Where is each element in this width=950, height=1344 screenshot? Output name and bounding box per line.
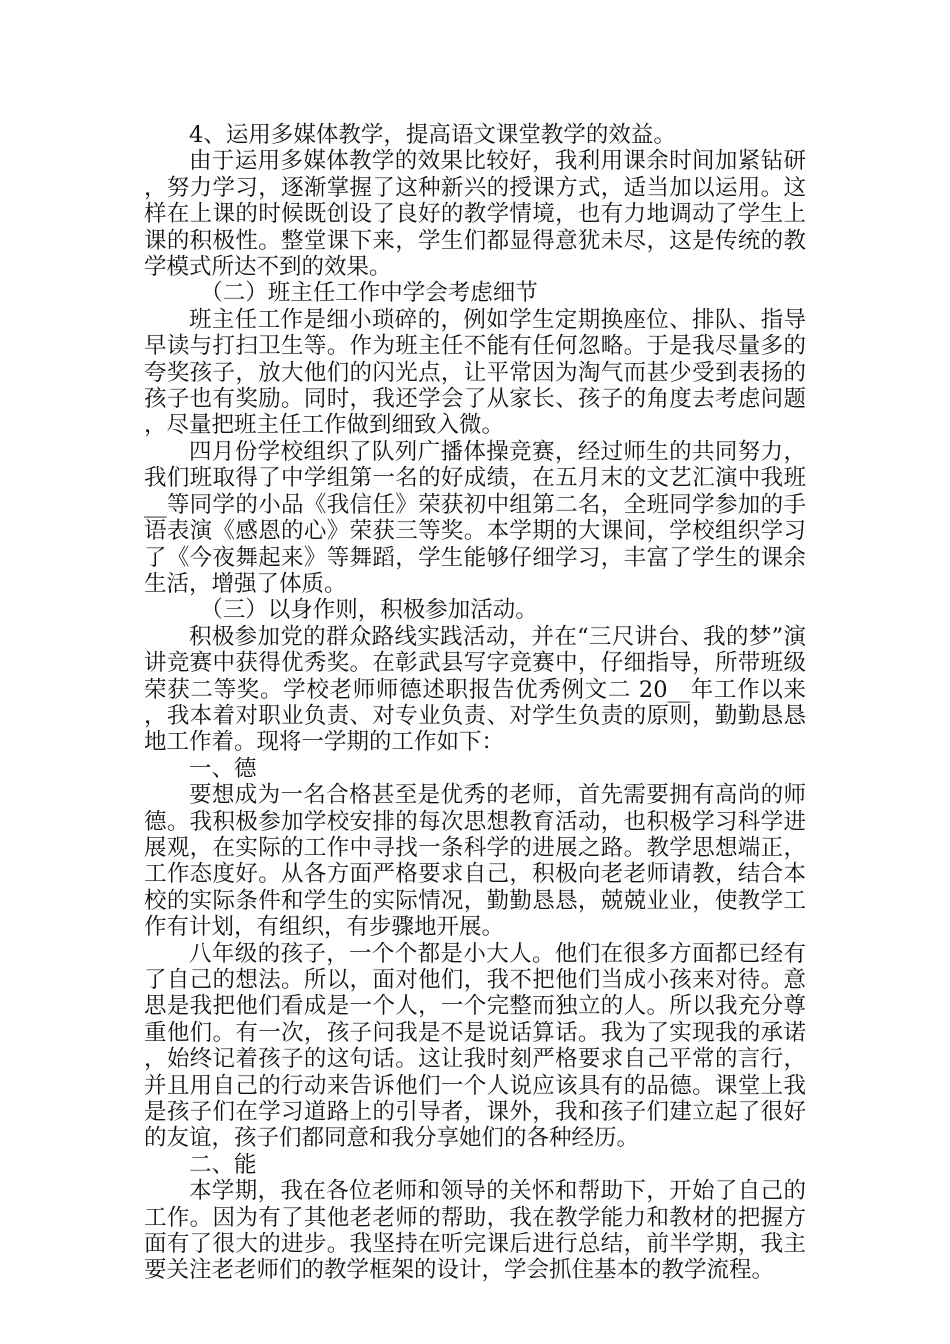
paragraph-ability: 本学期，我在各位老师和领导的关怀和帮助下，开始了自己的工作。因为有了其他老老师的帮助，我在教学能力和教材的把握方面有了很大的进步。我坚持在听完课后进行总结，前半学期，我主要关注老老师们的教学框架的设计，学会抓住基本的教学流程。 [144, 1178, 806, 1284]
section-heading-virtue: 一、德 [189, 755, 257, 782]
paragraph-grade-eight: 八年级的孩子，一个个都是小大人。他们在很多方面都已经有了自己的想法。所以，面对他们，我不把他们当成小孩来对待。意思是我把他们看成是一个人，一个完整而独立的人。所以我充分尊重他们。有一次，孩子问我是不是说话算话。我为了实现我的承诺，始终记着孩子的这句话。这让我时刻严格要求自己平常的言行，并且用自己的行动来告诉他们一个人说应该具有的品德。课堂上我是孩子们在学习道路上的引导者，课外，我和孩子们建立起了很好的友谊，孩子们都同意和我分享她们的各种经历。 [144, 940, 806, 1152]
section-heading-ability: 二、能 [189, 1151, 257, 1178]
paragraph-april-competition: 四月份学校组织了队列广播体操竞赛，经过师生的共同努力，我们班取得了中学组第一名的好成绩，在五月末的文艺汇演中我班__等同学的小品《我信任》荣获初中组第二名，全班同学参加的手语表演《感恩的心》荣获三等奖。本学期的大课间，学校组织学习了《今夜舞起来》等舞蹈，学生能够仔细学习，丰富了学生的课余生活，增强了体质。 [144, 438, 806, 597]
paragraph-virtue: 要想成为一名合格甚至是优秀的老师，首先需要拥有高尚的师德。我积极参加学校安排的每次思想教育活动，也积极学习科学进展观，在实际的工作中寻找一条科学的进展之路。教学思想端正，工作态度好。从各方面严格要求自己，积极向老老师请教，结合本校的实际条件和学生的实际情况，勤勤恳恳，兢兢业业，使教学工作有计划，有组织，有步骤地开展。 [144, 782, 806, 941]
paragraph-multimedia-title: 4、运用多媒体教学，提高语文课堂教学的效益。 [189, 122, 676, 148]
section-heading-lead-by-example: （三）以身作则，积极参加活动。 [200, 597, 538, 624]
section-heading-class-teacher: （二）班主任工作中学会考虑细节 [200, 280, 538, 307]
paragraph-activities: 积极参加党的群众路线实践活动，并在“三尺讲台、我的梦”演讲竞赛中获得优秀奖。在彰武县写字竞赛中，仔细指导，所带班级荣获二等奖。学校老师师德述职报告优秀例文二 20__年工作以来，我本着对职业负责、对专业负责、对学生负责的原则，勤勤恳恳地工作着。现将一学期的工作如下： [144, 623, 806, 756]
paragraph-multimedia-effect: 由于运用多媒体教学的效果比较好，我利用课余时间加紧钻研，努力学习，逐渐掌握了这种新兴的授课方式，适当加以运用。这样在上课的时候既创设了良好的教学情境，也有力地调动了学生上课的积极性。整堂课下来，学生们都显得意犹未尽，这是传统的教学模式所达不到的效果。 [144, 148, 806, 281]
paragraph-class-teacher-details: 班主任工作是细小琐碎的，例如学生定期换座位、排队、指导早读与打扫卫生等。作为班主任不能有任何忽略。于是我尽量多的夸奖孩子，放大他们的闪光点，让平常因为淘气而甚少受到表扬的孩子也有奖励。同时，我还学会了从家长、孩子的角度去考虑问题，尽量把班主任工作做到细致入微。 [144, 306, 806, 439]
document-page [144, 122, 806, 1284]
